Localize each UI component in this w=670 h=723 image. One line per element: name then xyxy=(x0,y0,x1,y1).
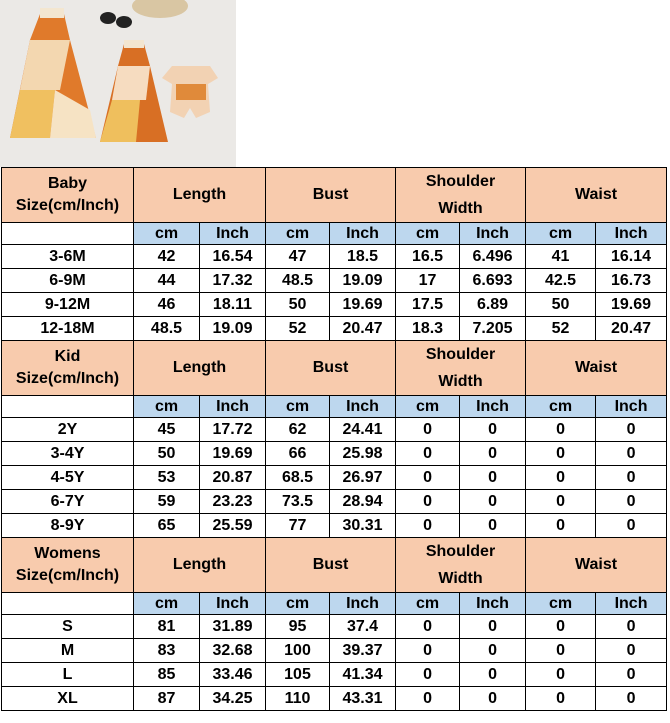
measurement-cell: 46 xyxy=(134,293,200,317)
measurement-cell: 42.5 xyxy=(526,269,596,293)
unit-label: Inch xyxy=(460,396,526,418)
measurement-cell: 0 xyxy=(396,442,460,466)
unit-row xyxy=(2,396,667,418)
table-row xyxy=(2,639,667,663)
measurement-cell: 105 xyxy=(266,663,330,687)
measurement-cell: 42 xyxy=(134,245,200,269)
measurement-cell: 0 xyxy=(596,442,667,466)
section-title-line2: Size(cm/Inch) xyxy=(15,197,120,214)
measurement-cell: 0 xyxy=(396,615,460,639)
measurement-cell: 0 xyxy=(396,663,460,687)
unit-label: Inch xyxy=(200,593,266,615)
size-label: M xyxy=(2,639,134,663)
measurement-cell: 45 xyxy=(134,418,200,442)
measurement-cell: 50 xyxy=(526,293,596,317)
measurement-cell: 19.09 xyxy=(200,317,266,341)
section-header-row xyxy=(2,168,667,223)
section-title-line2: Size(cm/Inch) xyxy=(15,370,120,387)
table-row xyxy=(2,466,667,490)
unit-label: Inch xyxy=(200,396,266,418)
section-title-line1: Kid xyxy=(54,348,81,365)
measurement-cell: 6.89 xyxy=(460,293,526,317)
section-title-line1: Baby xyxy=(47,175,88,192)
measurement-cell: 20.47 xyxy=(330,317,396,341)
size-label: 4-5Y xyxy=(2,466,134,490)
measurement-cell: 50 xyxy=(134,442,200,466)
measurement-cell: 23.23 xyxy=(200,490,266,514)
measurement-cell: 48.5 xyxy=(134,317,200,341)
unit-label: cm xyxy=(526,223,596,245)
size-label: L xyxy=(2,663,134,687)
measurement-cell: 50 xyxy=(266,293,330,317)
measurement-cell: 52 xyxy=(266,317,330,341)
measurement-cell: 0 xyxy=(526,466,596,490)
size-label: 8-9Y xyxy=(2,514,134,538)
measurement-cell: 0 xyxy=(526,663,596,687)
size-label: 6-7Y xyxy=(2,490,134,514)
measurement-cell: 7.205 xyxy=(460,317,526,341)
measurement-cell: 83 xyxy=(134,639,200,663)
measurement-cell: 34.25 xyxy=(200,687,266,711)
unit-label: cm xyxy=(526,396,596,418)
table-row xyxy=(2,687,667,711)
measurement-cell: 0 xyxy=(526,418,596,442)
table-row xyxy=(2,269,667,293)
unit-label: Inch xyxy=(330,396,396,418)
unit-label: Inch xyxy=(596,396,667,418)
measurement-cell: 31.89 xyxy=(200,615,266,639)
section-title-cell xyxy=(2,538,134,593)
measurement-cell: 0 xyxy=(596,687,667,711)
unit-label: Inch xyxy=(460,593,526,615)
measurement-cell: 0 xyxy=(460,615,526,639)
column-header-text: Shoulder Width xyxy=(425,173,496,217)
size-chart-table xyxy=(1,167,667,711)
size-label: 3-6M xyxy=(2,245,134,269)
table-row xyxy=(2,442,667,466)
measurement-cell: 0 xyxy=(526,687,596,711)
measurement-cell: 0 xyxy=(396,687,460,711)
unit-label: cm xyxy=(266,223,330,245)
column-header-length: Length xyxy=(134,538,266,593)
section-title-line2: Size(cm/Inch) xyxy=(15,567,120,584)
measurement-cell: 65 xyxy=(134,514,200,538)
measurement-cell: 16.5 xyxy=(396,245,460,269)
unit-label: cm xyxy=(134,396,200,418)
section-title-cell xyxy=(2,168,134,223)
measurement-cell: 26.97 xyxy=(330,466,396,490)
unit-row-blank xyxy=(2,593,134,615)
measurement-cell: 16.73 xyxy=(596,269,667,293)
measurement-cell: 0 xyxy=(460,639,526,663)
measurement-cell: 0 xyxy=(460,466,526,490)
measurement-cell: 0 xyxy=(526,639,596,663)
section-title-line1: Womens xyxy=(34,545,101,562)
measurement-cell: 0 xyxy=(596,466,667,490)
measurement-cell: 0 xyxy=(596,615,667,639)
unit-label: cm xyxy=(526,593,596,615)
measurement-cell: 43.31 xyxy=(330,687,396,711)
measurement-cell: 6.693 xyxy=(460,269,526,293)
measurement-cell: 41 xyxy=(526,245,596,269)
measurement-cell: 0 xyxy=(526,490,596,514)
size-label: S xyxy=(2,615,134,639)
measurement-cell: 0 xyxy=(460,442,526,466)
unit-label: Inch xyxy=(330,593,396,615)
measurement-cell: 20.47 xyxy=(596,317,667,341)
section-title-cell xyxy=(2,341,134,396)
measurement-cell: 17.32 xyxy=(200,269,266,293)
size-label: XL xyxy=(2,687,134,711)
column-header-length: Length xyxy=(134,168,266,223)
column-header-shoulder-width xyxy=(396,538,526,593)
dress-illustration xyxy=(0,0,236,167)
column-header-text: Shoulder Width xyxy=(425,346,496,390)
unit-row-blank xyxy=(2,396,134,418)
measurement-cell: 0 xyxy=(396,466,460,490)
measurement-cell: 81 xyxy=(134,615,200,639)
table-row xyxy=(2,245,667,269)
unit-label: cm xyxy=(134,223,200,245)
measurement-cell: 59 xyxy=(134,490,200,514)
column-header-shoulder-width xyxy=(396,341,526,396)
measurement-cell: 19.69 xyxy=(200,442,266,466)
column-header-bust: Bust xyxy=(266,168,396,223)
measurement-cell: 0 xyxy=(460,687,526,711)
measurement-cell: 87 xyxy=(134,687,200,711)
unit-label: cm xyxy=(134,593,200,615)
measurement-cell: 0 xyxy=(396,490,460,514)
measurement-cell: 85 xyxy=(134,663,200,687)
size-label: 6-9M xyxy=(2,269,134,293)
measurement-cell: 17.72 xyxy=(200,418,266,442)
measurement-cell: 53 xyxy=(134,466,200,490)
measurement-cell: 41.34 xyxy=(330,663,396,687)
measurement-cell: 95 xyxy=(266,615,330,639)
measurement-cell: 19.09 xyxy=(330,269,396,293)
measurement-cell: 16.54 xyxy=(200,245,266,269)
table-row xyxy=(2,317,667,341)
table-row xyxy=(2,663,667,687)
measurement-cell: 16.14 xyxy=(596,245,667,269)
measurement-cell: 0 xyxy=(396,639,460,663)
measurement-cell: 0 xyxy=(396,514,460,538)
size-label: 2Y xyxy=(2,418,134,442)
measurement-cell: 25.59 xyxy=(200,514,266,538)
measurement-cell: 0 xyxy=(460,418,526,442)
unit-label: cm xyxy=(266,396,330,418)
measurement-cell: 62 xyxy=(266,418,330,442)
measurement-cell: 39.37 xyxy=(330,639,396,663)
size-label: 9-12M xyxy=(2,293,134,317)
section-header-row xyxy=(2,538,667,593)
measurement-cell: 66 xyxy=(266,442,330,466)
measurement-cell: 30.31 xyxy=(330,514,396,538)
measurement-cell: 0 xyxy=(396,418,460,442)
measurement-cell: 77 xyxy=(266,514,330,538)
measurement-cell: 28.94 xyxy=(330,490,396,514)
measurement-cell: 73.5 xyxy=(266,490,330,514)
table-row xyxy=(2,293,667,317)
measurement-cell: 17 xyxy=(396,269,460,293)
column-header-bust: Bust xyxy=(266,341,396,396)
table-row xyxy=(2,514,667,538)
measurement-cell: 0 xyxy=(596,663,667,687)
measurement-cell: 32.68 xyxy=(200,639,266,663)
measurement-cell: 17.5 xyxy=(396,293,460,317)
measurement-cell: 6.496 xyxy=(460,245,526,269)
measurement-cell: 0 xyxy=(460,514,526,538)
measurement-cell: 47 xyxy=(266,245,330,269)
column-header-waist: Waist xyxy=(526,538,667,593)
unit-row-blank xyxy=(2,223,134,245)
measurement-cell: 0 xyxy=(526,514,596,538)
measurement-cell: 19.69 xyxy=(596,293,667,317)
measurement-cell: 0 xyxy=(526,615,596,639)
measurement-cell: 100 xyxy=(266,639,330,663)
size-label: 12-18M xyxy=(2,317,134,341)
measurement-cell: 0 xyxy=(596,639,667,663)
unit-label: Inch xyxy=(460,223,526,245)
unit-label: Inch xyxy=(330,223,396,245)
measurement-cell: 37.4 xyxy=(330,615,396,639)
measurement-cell: 18.11 xyxy=(200,293,266,317)
unit-label: Inch xyxy=(596,223,667,245)
unit-label: cm xyxy=(396,223,460,245)
measurement-cell: 68.5 xyxy=(266,466,330,490)
column-header-bust: Bust xyxy=(266,538,396,593)
measurement-cell: 52 xyxy=(526,317,596,341)
unit-row xyxy=(2,593,667,615)
measurement-cell: 48.5 xyxy=(266,269,330,293)
measurement-cell: 0 xyxy=(460,490,526,514)
measurement-cell: 0 xyxy=(460,663,526,687)
table-row xyxy=(2,418,667,442)
unit-label: cm xyxy=(396,593,460,615)
product-photo xyxy=(0,0,236,167)
measurement-cell: 25.98 xyxy=(330,442,396,466)
unit-row xyxy=(2,223,667,245)
measurement-cell: 0 xyxy=(596,418,667,442)
measurement-cell: 18.5 xyxy=(330,245,396,269)
measurement-cell: 44 xyxy=(134,269,200,293)
unit-label: Inch xyxy=(596,593,667,615)
column-header-text: Shoulder Width xyxy=(425,543,496,587)
column-header-waist: Waist xyxy=(526,168,667,223)
unit-label: cm xyxy=(396,396,460,418)
measurement-cell: 110 xyxy=(266,687,330,711)
measurement-cell: 0 xyxy=(596,490,667,514)
column-header-length: Length xyxy=(134,341,266,396)
section-header-row xyxy=(2,341,667,396)
measurement-cell: 18.3 xyxy=(396,317,460,341)
measurement-cell: 0 xyxy=(526,442,596,466)
measurement-cell: 24.41 xyxy=(330,418,396,442)
table-row xyxy=(2,615,667,639)
measurement-cell: 0 xyxy=(596,514,667,538)
measurement-cell: 33.46 xyxy=(200,663,266,687)
table-row xyxy=(2,490,667,514)
measurement-cell: 19.69 xyxy=(330,293,396,317)
size-label: 3-4Y xyxy=(2,442,134,466)
column-header-waist: Waist xyxy=(526,341,667,396)
unit-label: Inch xyxy=(200,223,266,245)
unit-label: cm xyxy=(266,593,330,615)
column-header-shoulder-width xyxy=(396,168,526,223)
measurement-cell: 20.87 xyxy=(200,466,266,490)
